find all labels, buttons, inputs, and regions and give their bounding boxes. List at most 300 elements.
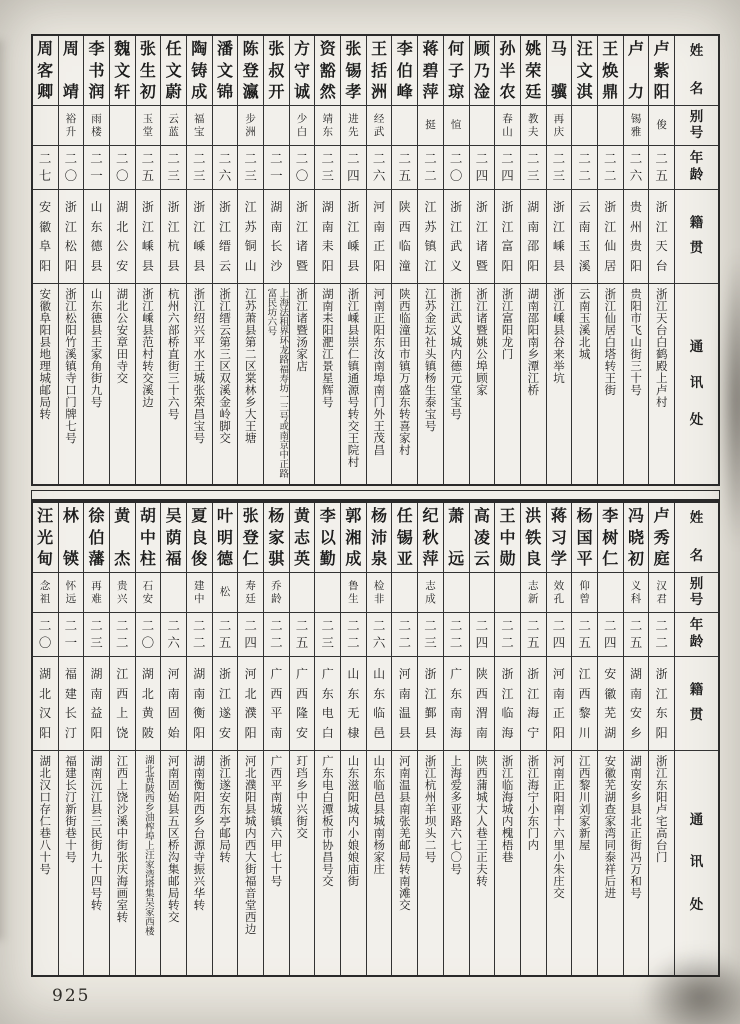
entry-address: 浙江嵊县范村转交溪边 [141, 288, 155, 408]
entry-name: 王 中 勋 [495, 503, 520, 573]
entry-address: 浙江遂安东亭邮局转 [218, 755, 233, 863]
entry-age: 二 二 [572, 146, 597, 190]
entry-origin: 河 南 正 阳 [367, 190, 392, 284]
entry-age: 二 五 [213, 613, 238, 657]
entry-origin: 河 南 固 始 [161, 657, 186, 751]
entry-column [83, 36, 109, 484]
entry-origin: 浙 江 海 宁 [521, 657, 546, 751]
entry-address: 浙江武义城内德元堂宝号 [449, 288, 464, 420]
entry-alias: 鲁 生 [341, 573, 366, 613]
entry-alias: 雨 楼 [84, 106, 109, 146]
entry-column [109, 36, 135, 484]
entry-alias: 汉 君 [649, 573, 674, 613]
entry-name: 徐 伯 藩 [84, 503, 109, 573]
entry-origin: 广 东 南 海 [444, 657, 469, 751]
entry-origin: 安 徽 芜 湖 [598, 657, 623, 751]
entry-alias: 乔 龄 [264, 573, 289, 613]
entry-age: 二 一 [264, 146, 289, 190]
entry-alias: 义 科 [624, 573, 649, 613]
entry-address: 广东电白潭板市协昌号交 [320, 755, 335, 887]
entry-column [314, 503, 340, 975]
entry-address: 河南正阳东汝南埠南门外王茂昌 [372, 288, 387, 456]
entry-origin: 浙 江 鄞 县 [418, 657, 443, 751]
entry-alias: 念 祖 [33, 573, 58, 613]
entry-column [289, 36, 315, 484]
entry-column [186, 503, 212, 975]
entry-origin: 江 西 上 饶 [110, 657, 135, 751]
entry-column [546, 503, 572, 975]
entry-address: 上海爱多亚路六七〇号 [449, 755, 464, 875]
entry-alias: 松 [213, 573, 238, 613]
entry-alias [470, 573, 495, 613]
entry-name: 顾 乃 淦 [470, 36, 495, 106]
entry-column [160, 503, 186, 975]
entry-name: 李 树 仁 [598, 503, 623, 573]
entry-origin: 浙 江 嵊 县 [136, 190, 161, 284]
entry-age: 二 二 [392, 613, 417, 657]
entry-age: 二 二 [598, 146, 623, 190]
entry-alias: 春 山 [495, 106, 520, 146]
section-divider [31, 490, 720, 501]
entry-column [417, 503, 443, 975]
entry-name: 潘 文 锦 [213, 36, 238, 106]
entry-column [58, 503, 84, 975]
entry-alias: 经 武 [367, 106, 392, 146]
entry-column [135, 36, 161, 484]
entry-origin: 陕 西 渭 南 [470, 657, 495, 751]
entry-alias: 再 难 [84, 573, 109, 613]
entry-name: 卢 紫 阳 [649, 36, 674, 106]
entry-origin: 浙 江 嵊 县 [187, 190, 212, 284]
entry-address: 湖北黄陂西乡油榨埠上汪家湾塔集吴家西楼 [142, 755, 154, 936]
entry-column [289, 503, 315, 975]
entry-address: 湖北汉口存仁巷八十号 [38, 755, 53, 875]
entry-origin: 湖 北 汉 阳 [33, 657, 58, 751]
entry-alias [598, 573, 623, 613]
entry-address: 河北濮阳县城内西大街福音堂西边 [243, 755, 258, 935]
entry-age: 二 二 [649, 613, 674, 657]
entry-address: 浙江临海城内槐梧巷 [500, 755, 515, 863]
entry-age: 二 六 [367, 613, 392, 657]
entry-column [597, 36, 623, 484]
entry-name: 王 焕 鼎 [598, 36, 623, 106]
entry-column [186, 36, 212, 484]
entry-address: 云南玉溪北城 [577, 288, 592, 360]
entry-age: 二 四 [470, 613, 495, 657]
entry-alias: 裕 升 [59, 106, 84, 146]
entry-address: 河南固始县五区桥沟集邮局转交 [166, 755, 181, 923]
entry-origin: 浙 江 天 台 [649, 190, 674, 284]
entry-age: 二 四 [341, 146, 366, 190]
entry-address: 浙江海宁小东门内 [526, 755, 541, 851]
entry-age: 二 二 [444, 613, 469, 657]
entry-column [443, 503, 469, 975]
entry-alias: 再 庆 [547, 106, 572, 146]
entry-name: 杨 国 平 [572, 503, 597, 573]
entry-age: 二 三 [315, 613, 340, 657]
entry-alias [392, 106, 417, 146]
entry-name: 周 客 卿 [33, 36, 58, 106]
entry-origin: 浙 江 诸 暨 [470, 190, 495, 284]
entry-age: 二 三 [521, 146, 546, 190]
entry-address: 浙江仙居白塔转王街 [603, 288, 618, 396]
entry-name: 蒋 习 学 [547, 503, 572, 573]
entry-name: 资 豁 然 [315, 36, 340, 106]
entry-origin: 江 西 黎 川 [572, 657, 597, 751]
entry-address: 湖南耒阳淝江景星辉号 [320, 288, 335, 408]
page-number: 925 [52, 986, 91, 1006]
entry-age: 二 五 [649, 146, 674, 190]
entry-origin: 浙 江 遂 安 [213, 657, 238, 751]
entry-address: 广西平南城镇六甲七十号 [269, 755, 284, 887]
entry-name: 郭 湘 成 [341, 503, 366, 573]
entry-address: 玎珰乡中兴街交 [295, 755, 310, 839]
entry-address: 湖北公安章田寺交 [115, 288, 130, 384]
entry-column [212, 503, 238, 975]
entry-name: 蒋 碧 萍 [418, 36, 443, 106]
entry-alias [264, 106, 289, 146]
entry-alias [110, 106, 135, 146]
entry-address: 浙江诸暨汤家店 [295, 288, 310, 372]
entry-age: 二 七 [33, 146, 58, 190]
entry-alias [495, 573, 520, 613]
entry-age: 二 〇 [444, 146, 469, 190]
entry-address: 陕西蒲城大人巷王正夫转 [474, 755, 489, 887]
header-address: 通 讯 处 [689, 811, 704, 913]
entry-column [237, 36, 263, 484]
entry-name: 夏 良 俊 [187, 503, 212, 573]
entry-origin: 山 东 临 邑 [367, 657, 392, 751]
entry-origin: 湖 南 长 沙 [264, 190, 289, 284]
entry-age: 二 二 [110, 613, 135, 657]
entry-origin: 浙 江 松 阳 [59, 190, 84, 284]
entry-address: 贵阳市飞山街三十号 [629, 288, 644, 396]
entry-name: 姚 荣 廷 [521, 36, 546, 106]
header-column [674, 503, 718, 975]
entry-alias [572, 106, 597, 146]
scan-artifact [720, 250, 740, 550]
entry-address: 浙江天台白鹤殿上卢村 [654, 288, 669, 408]
entry-name: 汪 光 甸 [33, 503, 58, 573]
entry-column [340, 36, 366, 484]
entry-name: 李 以 勤 [315, 503, 340, 573]
entry-origin: 浙 江 嵊 县 [547, 190, 572, 284]
entry-name: 汪 文 淇 [572, 36, 597, 106]
entry-age: 二 六 [213, 146, 238, 190]
entry-origin: 陕 西 临 潼 [392, 190, 417, 284]
entry-name: 杨 沛 泉 [367, 503, 392, 573]
header-alias: 别 号 [675, 106, 718, 146]
entry-alias: 靖 东 [315, 106, 340, 146]
entry-column [623, 503, 649, 975]
entry-alias: 效 孔 [547, 573, 572, 613]
entry-alias: 俊 [649, 106, 674, 146]
entry-age: 二 三 [161, 146, 186, 190]
entry-age: 二 二 [264, 613, 289, 657]
header-address: 通 讯 处 [689, 338, 704, 428]
entry-age: 二 六 [624, 146, 649, 190]
entry-name: 冯 晓 初 [624, 503, 649, 573]
entry-origin: 山 东 德 县 [84, 190, 109, 284]
entry-name: 何 子 琼 [444, 36, 469, 106]
entry-column [623, 36, 649, 484]
entry-name: 叶 明 德 [213, 503, 238, 573]
header-name: 姓 名 [675, 503, 718, 573]
entry-address: 福建长汀新街巷十号 [63, 755, 78, 863]
entry-address: 湖南安乡县北正街冯万和号 [629, 755, 644, 899]
entry-column [160, 36, 186, 484]
entry-address: 浙江富阳龙门 [500, 288, 515, 360]
entry-origin: 江 苏 铜 山 [238, 190, 263, 284]
entry-name: 杨 家 骐 [264, 503, 289, 573]
entry-age: 二 五 [572, 613, 597, 657]
entry-age: 二 三 [547, 146, 572, 190]
entry-alias [598, 106, 623, 146]
entry-column [212, 36, 238, 484]
entry-name: 李 伯 峰 [392, 36, 417, 106]
entry-origin: 福 建 长 汀 [59, 657, 84, 751]
entry-column [520, 503, 546, 975]
entry-address: 江西黎川刘家新屋 [577, 755, 592, 851]
entry-origin: 浙 江 缙 云 [213, 190, 238, 284]
entry-origin: 广 东 电 白 [315, 657, 340, 751]
entry-age: 二 六 [367, 146, 392, 190]
entry-address: 河南温县南张羌邮局转南滩交 [397, 755, 412, 911]
entry-address: 江西上饶沙溪中街张庆海画室转 [115, 755, 130, 923]
entry-age: 二 五 [624, 613, 649, 657]
entry-age: 二 五 [136, 146, 161, 190]
entry-column [391, 36, 417, 484]
entry-name: 张 登 仁 [238, 503, 263, 573]
entry-alias: 步 洲 [238, 106, 263, 146]
entry-origin: 浙 江 嵊 县 [341, 190, 366, 284]
entry-name: 洪 铁 良 [521, 503, 546, 573]
entry-alias: 挺 [418, 106, 443, 146]
entry-age: 二 三 [84, 613, 109, 657]
entry-column [314, 36, 340, 484]
entry-origin: 安 徽 阜 阳 [33, 190, 58, 284]
entry-origin: 河 南 温 县 [392, 657, 417, 751]
entry-alias: 贵 兴 [110, 573, 135, 613]
entry-name: 魏 文 轩 [110, 36, 135, 106]
entry-address: 山东滋阳城内小娘娘庙街 [346, 755, 361, 887]
entry-column [546, 36, 572, 484]
entry-alias [470, 106, 495, 146]
entry-name: 纪 秋 萍 [418, 503, 443, 573]
entry-name: 张 生 初 [136, 36, 161, 106]
entry-column [58, 36, 84, 484]
entry-address: 山东德县王家角街九号 [89, 288, 104, 408]
entry-name: 任 文 蔚 [161, 36, 186, 106]
entry-name: 任 锡 亚 [392, 503, 417, 573]
entry-age: 二 三 [418, 613, 443, 657]
entry-alias [392, 573, 417, 613]
entry-origin: 湖 北 黄 陂 [136, 657, 161, 751]
entry-column [391, 503, 417, 975]
entry-age: 二 五 [290, 613, 315, 657]
entry-origin: 山 东 无 棣 [341, 657, 366, 751]
entry-column [443, 36, 469, 484]
entry-age: 二 六 [161, 613, 186, 657]
entry-age: 二 三 [187, 146, 212, 190]
entry-origin: 云 南 玉 溪 [572, 190, 597, 284]
entry-age: 二 二 [418, 146, 443, 190]
entry-age: 二 四 [238, 613, 263, 657]
entry-address: 江苏金坛社头镇杨生泰宝号 [423, 288, 438, 432]
header-age: 年 龄 [675, 613, 718, 657]
roster-table-top [31, 34, 720, 486]
entry-address: 浙江缙云第三区双溪金岭脚交 [218, 288, 233, 444]
entry-origin: 广 西 隆 安 [290, 657, 315, 751]
entry-alias: 云 蓝 [161, 106, 186, 146]
entry-age: 二 一 [59, 613, 84, 657]
entry-age: 二 四 [598, 613, 623, 657]
entry-alias [213, 106, 238, 146]
entry-column [494, 503, 520, 975]
header-origin: 籍 贯 [675, 190, 718, 284]
entry-column [520, 36, 546, 484]
entry-name: 王 括 洲 [367, 36, 392, 106]
entry-age: 二 五 [521, 613, 546, 657]
entry-age: 二 〇 [290, 146, 315, 190]
page-content [31, 34, 720, 977]
entry-origin: 浙 江 临 海 [495, 657, 520, 751]
entry-name: 张 叔 开 [264, 36, 289, 106]
entry-alias: 检 非 [367, 573, 392, 613]
entry-origin: 浙 江 杭 县 [161, 190, 186, 284]
entry-name: 李 书 润 [84, 36, 109, 106]
header-alias: 别 号 [675, 573, 718, 613]
entry-column [366, 503, 392, 975]
entry-name: 方 守 诚 [290, 36, 315, 106]
entry-name: 陶 铸 成 [187, 36, 212, 106]
entry-address: 江苏萧县第二区棠林乡大王塘 [243, 288, 258, 444]
entry-origin: 湖 南 耒 阳 [315, 190, 340, 284]
entry-column [33, 503, 58, 975]
entry-address: 浙江嵊县谷来举坑 [552, 288, 566, 384]
entry-name: 黄 志 英 [290, 503, 315, 573]
entry-origin: 湖 南 衡 阳 [187, 657, 212, 751]
entry-name: 萧 远 [444, 503, 469, 573]
entry-alias: 锡 雅 [624, 106, 649, 146]
entry-alias: 福 宝 [187, 106, 212, 146]
entry-name: 张 锡 孝 [341, 36, 366, 106]
entry-column [135, 503, 161, 975]
entry-address: 杭州六部桥直街三十六号 [166, 288, 181, 420]
entry-age: 二 〇 [33, 613, 58, 657]
entry-column [597, 503, 623, 975]
entry-address: 湖南邵阳南乡潭江桥 [526, 288, 541, 396]
entry-origin: 浙 江 富 阳 [495, 190, 520, 284]
entry-alias: 玉 堂 [136, 106, 161, 146]
entry-age: 二 四 [495, 146, 520, 190]
entry-column [648, 36, 674, 484]
header-age: 年 龄 [675, 146, 718, 190]
entry-address: 湖南衡阳西乡台源寺振兴华转 [192, 755, 207, 911]
entry-origin: 湖 北 公 安 [110, 190, 135, 284]
entry-origin: 湖 南 益 阳 [84, 657, 109, 751]
entry-alias: 少 白 [290, 106, 315, 146]
entry-address: 安徽芜湖查家湾同泰祥后进 [603, 755, 618, 899]
entry-name: 周 靖 [59, 36, 84, 106]
scan-artifact [0, 40, 8, 940]
entry-address: 河南正阳南十六里小朱庄交 [552, 755, 566, 899]
entry-address: 浙江松阳竹溪镇寺口门牌七号 [63, 288, 78, 444]
entry-column [648, 503, 674, 975]
entry-column [469, 503, 495, 975]
entry-origin: 浙 江 东 阳 [649, 657, 674, 751]
entry-age: 二 四 [547, 613, 572, 657]
entry-age: 二 二 [187, 613, 212, 657]
entry-alias: 教 夫 [521, 106, 546, 146]
entry-column [109, 503, 135, 975]
entry-alias: 志 成 [418, 573, 443, 613]
header-column [674, 36, 718, 484]
entry-age: 二 四 [470, 146, 495, 190]
entry-origin: 湖 南 安 乡 [624, 657, 649, 751]
entry-address: 陕西临潼田市镇万盛东转喜家村 [397, 288, 412, 456]
entry-age: 二 二 [495, 613, 520, 657]
entry-name: 吴 荫 福 [161, 503, 186, 573]
entry-column [366, 36, 392, 484]
entry-alias: 进 先 [341, 106, 366, 146]
entry-name: 孙 半 农 [495, 36, 520, 106]
entry-age: 二 〇 [136, 613, 161, 657]
entry-column [83, 503, 109, 975]
entry-address: 山东临邑县城南杨家庄 [372, 755, 387, 875]
entry-alias: 愃 [444, 106, 469, 146]
entry-address: 上海法租界环龙路福寿坊一三号或南京中正路富民坊六号 [265, 288, 289, 478]
entry-alias [444, 573, 469, 613]
entry-origin: 江 苏 镇 江 [418, 190, 443, 284]
entry-name: 胡 中 柱 [136, 503, 161, 573]
entry-column [340, 503, 366, 975]
header-name: 姓 名 [675, 36, 718, 106]
entry-age: 二 一 [84, 146, 109, 190]
entry-alias: 寿 廷 [238, 573, 263, 613]
entry-address: 浙江嵊县崇仁镇通源号转交王院村 [346, 288, 361, 468]
entry-name: 高 凌 云 [470, 503, 495, 573]
entry-column [417, 36, 443, 484]
entry-column [263, 36, 289, 484]
entry-alias: 仰 曾 [572, 573, 597, 613]
entry-age: 二 三 [315, 146, 340, 190]
entry-origin: 浙 江 武 义 [444, 190, 469, 284]
entry-age: 二 二 [341, 613, 366, 657]
entry-column [33, 36, 58, 484]
entry-name: 黄 杰 [110, 503, 135, 573]
entry-address: 湖南沅江县三民街九十四号转 [89, 755, 104, 911]
entry-origin: 河 南 正 阳 [547, 657, 572, 751]
entry-column [237, 503, 263, 975]
entry-name: 卢 秀 庭 [649, 503, 674, 573]
entry-address: 浙江诸暨姚公埠顾家 [474, 288, 489, 396]
entry-address: 安徽阜阳县地理城邮局转 [38, 288, 53, 420]
entry-origin: 湖 南 邵 阳 [521, 190, 546, 284]
entry-origin: 河 北 濮 阳 [238, 657, 263, 751]
entry-age: 二 〇 [59, 146, 84, 190]
entry-alias [161, 573, 186, 613]
entry-origin: 浙 江 仙 居 [598, 190, 623, 284]
entry-alias: 怀 远 [59, 573, 84, 613]
entry-age: 二 〇 [110, 146, 135, 190]
entry-age: 二 三 [238, 146, 263, 190]
entry-name: 马 骥 [547, 36, 572, 106]
entry-name: 林 锳 [59, 503, 84, 573]
entry-column [571, 36, 597, 484]
entry-origin: 浙 江 诸 暨 [290, 190, 315, 284]
entry-column [469, 36, 495, 484]
